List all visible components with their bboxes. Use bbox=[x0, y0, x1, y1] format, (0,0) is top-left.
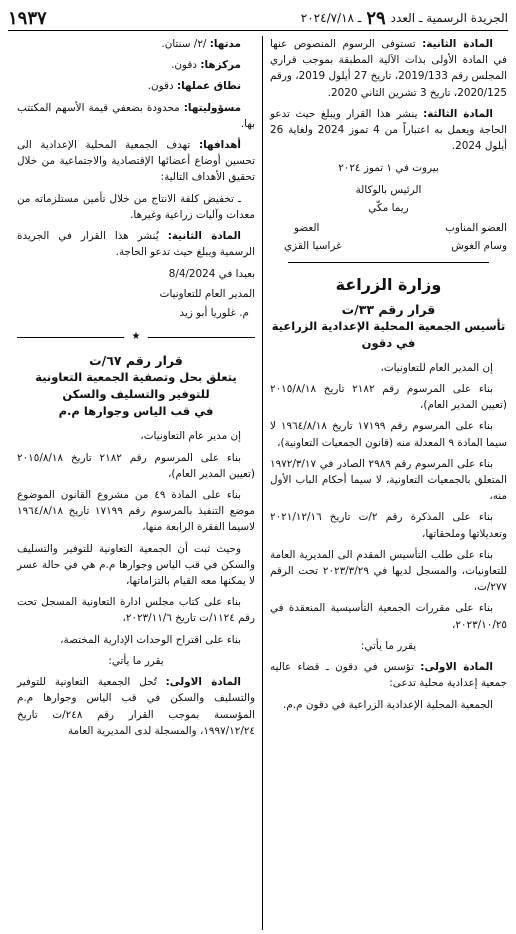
section-divider bbox=[288, 262, 489, 263]
liability-label: مسؤوليتها: bbox=[183, 101, 241, 114]
ministry-heading: وزارة الزراعة bbox=[335, 275, 442, 295]
decision-67-title-line3: في قب الياس وجوارها م.م bbox=[58, 404, 214, 419]
chair-title: الرئيس بالوكالة bbox=[355, 183, 422, 196]
decision-33-title-line2: في دقون bbox=[361, 335, 416, 350]
hq-value: دقون. bbox=[171, 59, 198, 72]
duration-label: مدتها: bbox=[209, 38, 241, 50]
decision-67-title-line1: يتعلق بحل وتصفية الجمعية التعاونية bbox=[35, 370, 237, 385]
decision-67-title bbox=[17, 369, 255, 420]
association-name: الجمعية المحلية الإعدادية الزراعية في دقون م.م. bbox=[283, 698, 493, 711]
left-column bbox=[14, 36, 262, 930]
members-names-row bbox=[270, 238, 507, 254]
duration-value: /٢/ سنتان. bbox=[161, 38, 207, 50]
gazette-title-block bbox=[301, 8, 508, 29]
page-header bbox=[8, 6, 508, 31]
decision-33-number: قرار رقم ٣٣/ت bbox=[341, 301, 436, 317]
issue-date: ـ ٢٠٢٤/٧/١٨ bbox=[300, 11, 362, 25]
recital-4: بناء على المذكرة رقم ٢/ت تاريخ ٢٠٢١/١٢/١٦ وتعديلاتها وملحقاتها، bbox=[270, 511, 507, 540]
separator-line bbox=[17, 337, 124, 338]
page-number: ١٩٣٧ bbox=[8, 7, 47, 29]
left-article-2-label: المادة الثانية: bbox=[167, 230, 241, 243]
signature-title: المدير العام للتعاونيات bbox=[159, 287, 255, 300]
decides-heading: يقرر ما يأتي: bbox=[360, 639, 417, 652]
recital-6: بناء على مقررات الجمعية التأسيسية المنعقدة في ٢٠٢٣/١٠/٢٥، bbox=[270, 602, 507, 631]
member2-title: العضو bbox=[294, 222, 320, 235]
member1-title: العضو المناوب bbox=[445, 222, 507, 235]
decision-33-title bbox=[270, 318, 507, 352]
columns bbox=[6, 36, 510, 930]
right-column bbox=[262, 36, 510, 930]
liability-value: محدودة بضعفي قيمة الأسهم المكتتب بها. bbox=[17, 101, 255, 130]
goal-item-1: ـ تخفيض كلفة الانتاج من خلال تأمين مستلزماته من معدات وآليات زراعية وغيرها. bbox=[17, 192, 255, 221]
article-1-label: المادة الاولى: bbox=[420, 661, 493, 674]
left-article-1-text: تُحل الجمعية التعاونية للتوفير والتسليف والسكن في قب الياس وجوارها م.م المؤسسة بموجب القرار رقم ٢٤٨/ت تاريخ ١٩٩٧/١٢/٢٤، والمسجلة لدى المديرية العامة bbox=[17, 676, 255, 737]
left-article-2-paragraph bbox=[17, 228, 255, 260]
recital-3: بناء على المرسوم رقم ٢٩٨٩ الصادر في ١٩٧٢/٣/١٧ المتعلق بالجمعيات التعاونية، لا سيما أحكام الباب الأول منه، bbox=[270, 457, 507, 503]
issue-number: ٢٩ bbox=[366, 7, 386, 29]
article-2-text: تستوفى الرسوم المنصوص عنها في المادة الأولى بذات الآلية المطبقة بموجب قراري المجلس رقم 2019/133، تاريخ 27 أيلول 2019، ورقم 2020/125، تاريخ 3 تشرين الثاني 2020. bbox=[270, 38, 508, 99]
left-article-1-label: المادة الاولى: bbox=[165, 676, 241, 689]
goals-value: تهدف الجمعية المحلية الإعدادية الى تحسين أوضاع أعضائها الإقتصادية والاجتماعية من خلال تحقيق الأهداف التالية: bbox=[17, 139, 255, 184]
decision-33-title-line1: تأسيس الجمعية المحلية الإعدادية الزراعية bbox=[271, 318, 506, 333]
hq-line bbox=[17, 57, 255, 73]
article-3-paragraph bbox=[270, 106, 507, 155]
signature-place-date: بعبدا في 8/4/2024 bbox=[168, 268, 255, 281]
signature-name: م. غلوريا أبو زيد bbox=[179, 306, 249, 319]
scope-label: نطاق عملها: bbox=[176, 80, 241, 93]
article-3-text: ينشر هذا القرار ويبلغ حيث تدعو الحاجة ويعمل به اعتباراً من 4 تموز 2024 ولغاية 26 أيلول 2024. bbox=[270, 107, 508, 153]
left-preamble: إن مدير عام التعاونيات، bbox=[140, 430, 241, 443]
left-recital-2: بناء على المادة ٤٩ من مشروع القانون الموضوع موضع التنفيذ بالمرسوم رقم ١٧١٩٩ تاريخ ١٩٦٤/٨/١٨ لاسيما الفقرة الرابعة منها، bbox=[17, 489, 255, 534]
decision-67-title-line2: للتوفير والتسليف والسكن bbox=[62, 387, 210, 402]
left-recital-3: وحيث ثبت أن الجمعية التعاونية للتوفير والتسليف والسكن في قب الياس وجوارها م.م هي في حالة عسر لا يمكنها معه القيام بالتزاماتها، bbox=[17, 542, 255, 588]
left-recital-4: بناء على كتاب مجلس ادارة التعاونية المسجل تحت رقم ١١٢٤/ت تاريخ ٢٠٢٣/١١/٦، bbox=[17, 596, 255, 625]
article-1-paragraph bbox=[270, 659, 507, 691]
separator-line bbox=[148, 337, 255, 338]
article-2-paragraph bbox=[270, 36, 507, 101]
place-date: بيروت في ١ تموز ٢٠٢٤ bbox=[338, 162, 439, 175]
member2-name: غراسيا القزي bbox=[284, 240, 342, 253]
separator-star-icon: ★ bbox=[131, 331, 141, 343]
scope-value: دقون. bbox=[147, 80, 174, 93]
left-article-1-paragraph bbox=[17, 674, 255, 739]
article-1-text: تؤسس في دقون ـ قضاء عاليه جمعية إعدادية محلية تدعى: bbox=[270, 661, 507, 690]
members-titles-row bbox=[270, 220, 507, 236]
recital-1: بناء على المرسوم رقم ٢١٨٢ تاريخ ٢٠١٥/٨/١٨ (تعيين المدير العام)، bbox=[270, 383, 507, 412]
duration-line bbox=[17, 36, 255, 52]
preamble: إن المدير العام للتعاونيات، bbox=[380, 361, 493, 374]
hq-label: مركزها: bbox=[200, 59, 241, 72]
gazette-title: الجريدة الرسمية ـ العدد bbox=[390, 11, 508, 25]
scope-line bbox=[17, 78, 255, 94]
recital-2: بناء على المرسوم رقم ١٧١٩٩ تاريخ ١٩٦٤/٨/١٨ لا سيما المادة ٩ المعدلة منه (قانون الجمعيات التعاونية)، bbox=[270, 420, 507, 449]
left-article-2-text: يُنشر هذا القرار في الجريدة الرسمية ويبلغ حيث تدعو الحاجة. bbox=[17, 230, 255, 259]
decision-67-number: قرار رقم ٦٧/ت bbox=[89, 353, 183, 369]
left-recital-1: بناء على المرسوم رقم ٢١٨٢ تاريخ ٢٠١٥/٨/١٨ (تعيين المدير العام)، bbox=[17, 451, 255, 480]
recital-5: بناء على طلب التأسيس المقدم الى المديرية العامة للتعاونيات، والمسجل لديها في ٢٠٢٣/٣/٢٩ تحت الرقم ٢٧٧/ت، bbox=[270, 548, 507, 594]
left-decides-heading: يقرر ما يأتي: bbox=[108, 654, 164, 667]
liability-line bbox=[17, 100, 255, 132]
decision-separator bbox=[17, 329, 255, 345]
left-recital-5: بناء على اقتراح الوحدات الإدارية المختصة، bbox=[60, 633, 241, 646]
article-2-label: المادة الثانية: bbox=[422, 38, 493, 50]
goals-line bbox=[17, 137, 255, 186]
goals-label: أهدافها: bbox=[198, 139, 241, 152]
member1-name: وسام الغوش bbox=[451, 240, 507, 253]
chair-name: ريما مكّي bbox=[368, 201, 409, 214]
article-3-label: المادة الثالثة: bbox=[423, 107, 493, 120]
